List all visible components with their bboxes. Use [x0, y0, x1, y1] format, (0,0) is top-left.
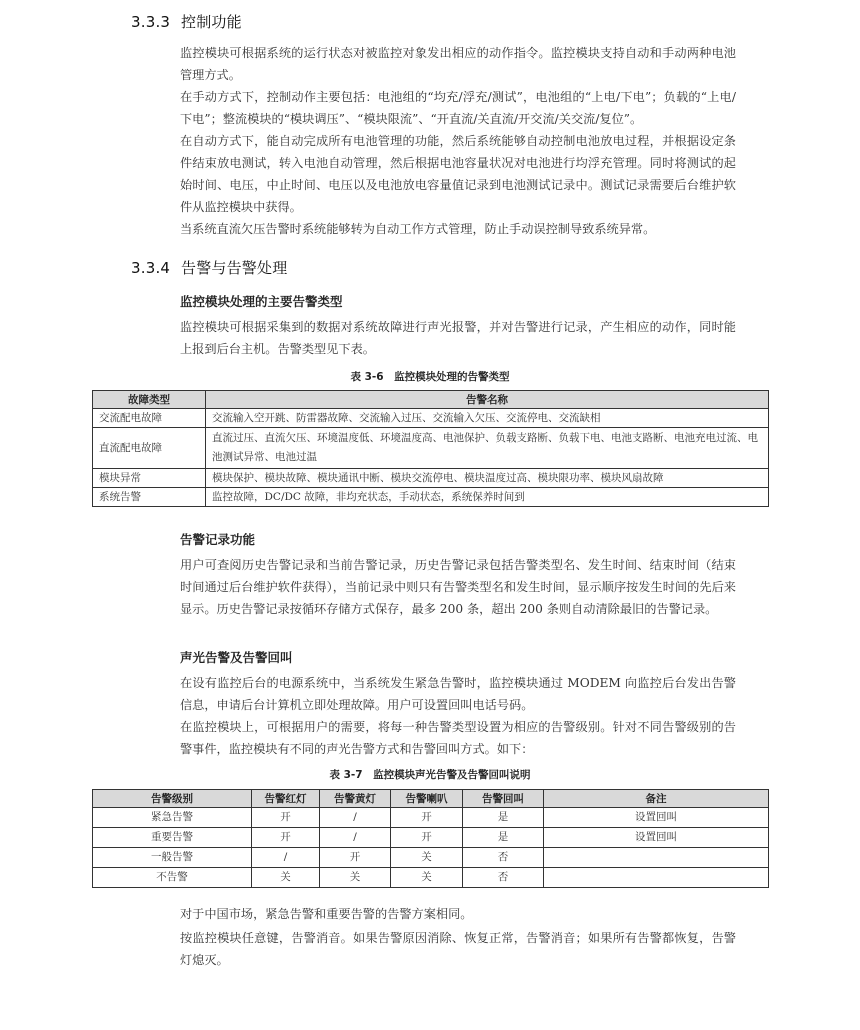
subheading-alarm-records: 告警记录功能	[180, 532, 256, 547]
section-heading-3-3-4	[131, 257, 287, 278]
paragraph: 按监控模块任意键，告警消音。如果告警原因消除、恢复正常，告警消音；如果所有告警都恢复，告警灯熄灭。	[180, 931, 736, 967]
callback-cell: 是	[463, 828, 544, 848]
section-title: 控制功能	[181, 13, 242, 31]
alarm-types-table	[92, 390, 769, 507]
table-caption: 表 3-6 监控模块处理的告警类型	[350, 371, 510, 383]
level-cell: 重要告警	[93, 828, 252, 848]
column-header: 告警红灯	[252, 790, 320, 808]
remark-cell	[544, 868, 769, 888]
paragraph: 监控模块可根据采集到的数据对系统故障进行声光报警，并对告警进行记录，产生相应的动作，同时能上报到后台主机。告警类型见下表。	[180, 320, 736, 356]
level-cell: 不告警	[93, 868, 252, 888]
remark-cell	[544, 848, 769, 868]
table-row	[93, 848, 769, 868]
alarm-names-cell: 直流过压、直流欠压、环境温度低、环境温度高、电池保护、负载支路断、负载下电、电池支路断、电池充电过流、电池测试异常、电池过温	[206, 428, 769, 469]
yellow-light-cell: 开	[320, 848, 391, 868]
horn-cell: 开	[391, 808, 463, 828]
column-header: 故障类型	[93, 391, 206, 409]
alarm-levels-table	[92, 789, 769, 888]
paragraph: 监控模块可根据系统的运行状态对被监控对象发出相应的动作指令。监控模块支持自动和手动两种电池管理方式。	[180, 46, 736, 82]
paragraph: 在设有监控后台的电源系统中，当系统发生紧急告警时，监控模块通过 MODEM 向监控后台发出告警信息，申请后台计算机立即处理故障。用户可设置回叫电话号码。	[180, 676, 736, 712]
level-cell: 紧急告警	[93, 808, 252, 828]
table-row	[93, 808, 769, 828]
alarm-names-cell: 模块保护、模块故障、模块通讯中断、模块交流停电、模块温度过高、模块限功率、模块风扇故障	[206, 469, 769, 488]
callback-cell: 否	[463, 868, 544, 888]
paragraph: 在手动方式下，控制动作主要包括：电池组的“均充/浮充/测试”，电池组的“上电/下电”；负载的“上电/下电”；整流模块的“模块调压”、“模块限流”、“开直流/关直流/开交流/关交流/复位”。	[180, 90, 736, 126]
remark-cell: 设置回叫	[544, 828, 769, 848]
subheading-alarm-types: 监控模块处理的主要告警类型	[180, 294, 343, 309]
fault-type-cell: 交流配电故障	[93, 409, 206, 428]
table-row	[93, 409, 769, 428]
level-cell: 一般告警	[93, 848, 252, 868]
red-light-cell: /	[252, 848, 320, 868]
horn-cell: 关	[391, 868, 463, 888]
paragraph: 在监控模块上，可根据用户的需要，将每一种告警类型设置为相应的告警级别。针对不同告警级别的告警事件，监控模块有不同的声光告警方式和告警回叫方式。如下：	[180, 720, 736, 756]
alarm-names-cell: 交流输入空开跳、防雷器故障、交流输入过压、交流输入欠压、交流停电、交流缺相	[206, 409, 769, 428]
alarm-names-cell: 监控故障，DC/DC 故障，非均充状态，手动状态，系统保养时间到	[206, 488, 769, 507]
paragraph: 用户可查阅历史告警记录和当前告警记录，历史告警记录包括告警类型名、发生时间、结束时间（结束时间通过后台维护软件获得），当前记录中则只有告警类型名和发生时间，显示顺序按发生时间的先后来显示。历史告警记录按循环存储方式保存，最多 200 条，超出 200 条则自动清除最旧的告警记录。	[180, 558, 736, 616]
table-row	[93, 868, 769, 888]
table-header-row	[93, 391, 769, 409]
yellow-light-cell: /	[320, 828, 391, 848]
table-row	[93, 828, 769, 848]
yellow-light-cell: /	[320, 808, 391, 828]
horn-cell: 关	[391, 848, 463, 868]
column-header: 告警级别	[93, 790, 252, 808]
column-header: 告警名称	[206, 391, 769, 409]
fault-type-cell: 直流配电故障	[93, 428, 206, 469]
table-row	[93, 428, 769, 469]
red-light-cell: 关	[252, 868, 320, 888]
table-row	[93, 469, 769, 488]
table-caption: 表 3-7 监控模块声光告警及告警回叫说明	[329, 769, 531, 781]
remark-cell: 设置回叫	[544, 808, 769, 828]
paragraph: 在自动方式下，能自动完成所有电池管理的功能，然后系统能够自动控制电池放电过程，并根据设定条件结束放电测试，转入电池自动管理，然后根据电池容量状况对电池进行均浮充管理。同时将测试的起始时间、电压，中止时间、电压以及电池放电容量值记录到电池测试记录中。测试记录需要后台维护软件从监控模块中获得。	[180, 134, 736, 214]
section-number: 3.3.4	[131, 259, 171, 277]
paragraph: 对于中国市场，紧急告警和重要告警的告警方案相同。	[180, 907, 473, 921]
column-header: 告警黄灯	[320, 790, 391, 808]
table-header-row	[93, 790, 769, 808]
fault-type-cell: 系统告警	[93, 488, 206, 507]
callback-cell: 否	[463, 848, 544, 868]
column-header: 告警喇叭	[391, 790, 463, 808]
horn-cell: 开	[391, 828, 463, 848]
fault-type-cell: 模块异常	[93, 469, 206, 488]
yellow-light-cell: 关	[320, 868, 391, 888]
subheading-sound-light-alarm: 声光告警及告警回叫	[180, 650, 293, 665]
section-title: 告警与告警处理	[181, 259, 288, 277]
column-header: 备注	[544, 790, 769, 808]
section-number: 3.3.3	[131, 13, 171, 31]
table-row	[93, 488, 769, 507]
paragraph: 当系统直流欠压告警时系统能够转为自动工作方式管理，防止手动误控制导致系统异常。	[180, 222, 656, 236]
column-header: 告警回叫	[463, 790, 544, 808]
red-light-cell: 开	[252, 808, 320, 828]
section-heading-3-3-3	[131, 11, 242, 32]
callback-cell: 是	[463, 808, 544, 828]
red-light-cell: 开	[252, 828, 320, 848]
